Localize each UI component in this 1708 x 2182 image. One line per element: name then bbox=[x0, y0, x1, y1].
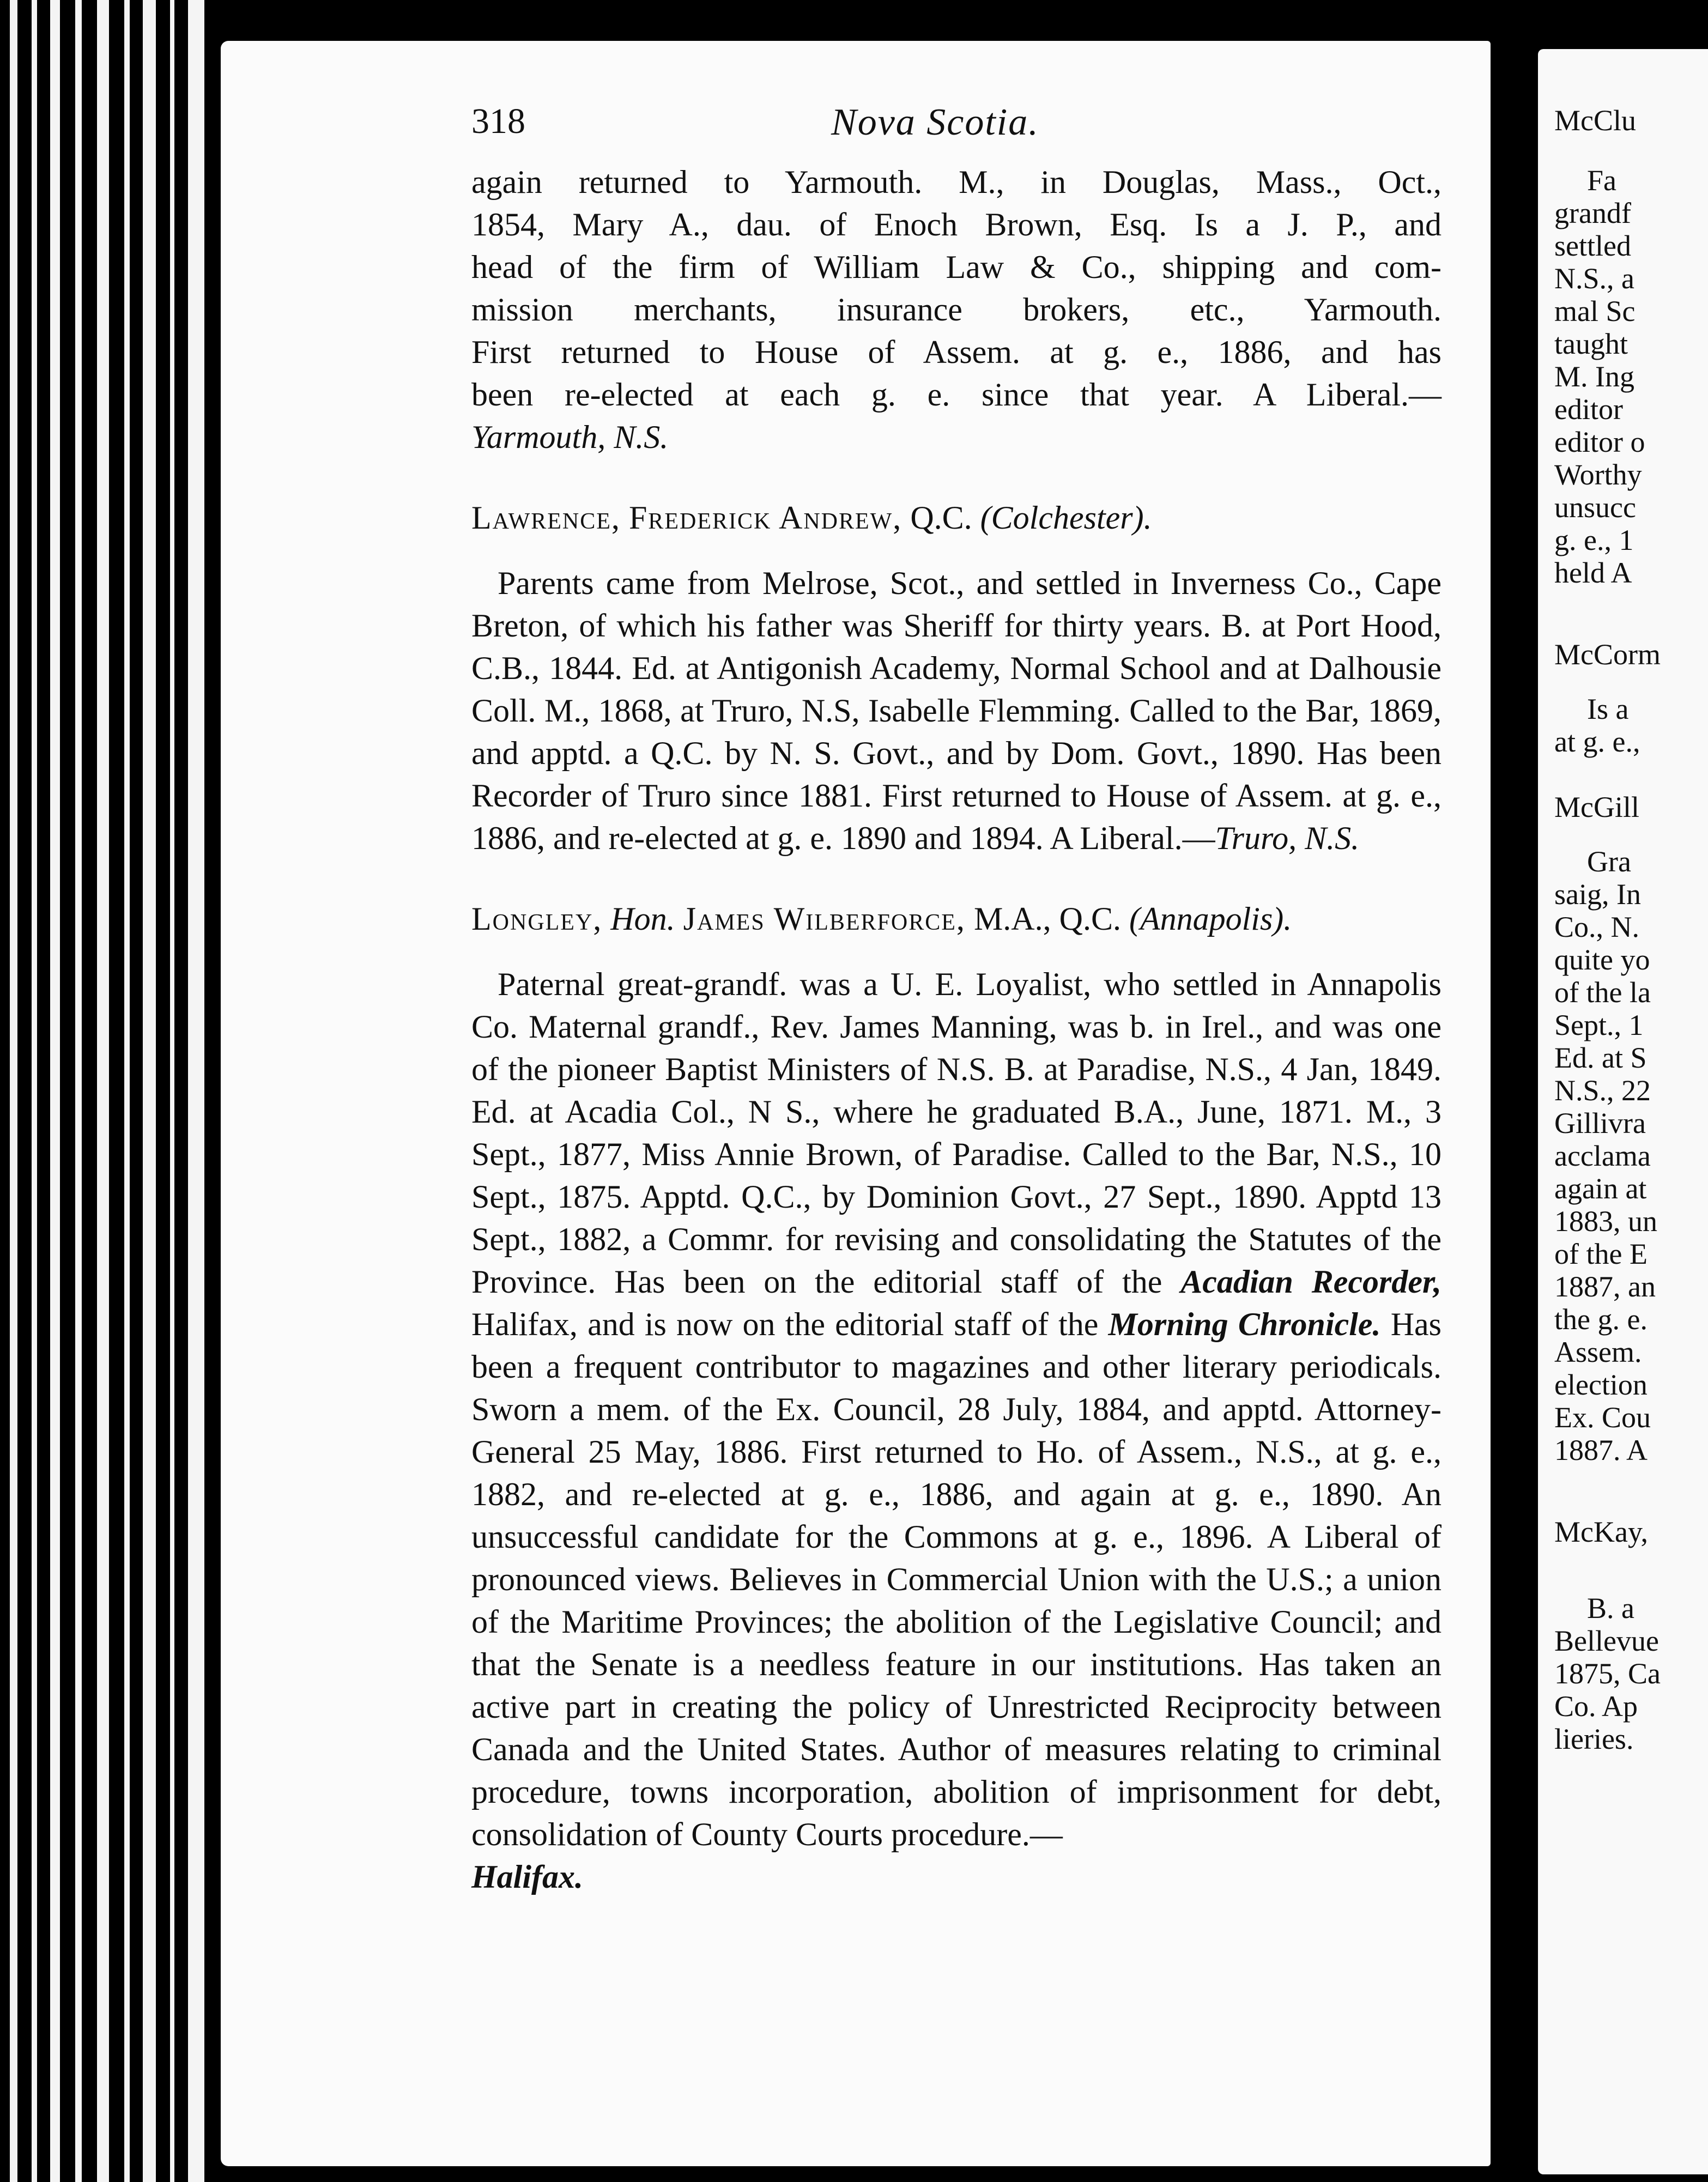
left-page bbox=[221, 41, 1491, 2166]
right-page-line: the g. e. bbox=[1554, 1303, 1648, 1336]
right-page-line: unsucc bbox=[1554, 491, 1636, 524]
entry-address: Truro, N.S. bbox=[1215, 820, 1360, 856]
right-page-line: McGill bbox=[1554, 791, 1639, 823]
entry-lawrence bbox=[471, 496, 1441, 859]
right-page-line: election bbox=[1554, 1368, 1648, 1401]
right-page-line: Bellevue bbox=[1554, 1625, 1659, 1657]
entry-continuation bbox=[471, 161, 1441, 458]
right-page-line: again at bbox=[1554, 1172, 1647, 1205]
right-page-line: N.S., a bbox=[1554, 262, 1634, 295]
right-page-line: 1883, un bbox=[1554, 1205, 1657, 1238]
right-page-line: acclama bbox=[1554, 1140, 1651, 1172]
right-page-line: Co., N. bbox=[1554, 911, 1640, 943]
right-page-line: M. Ing bbox=[1554, 360, 1634, 393]
continuation-line: again returned to Yarmouth. M., in Douglas, Mass., Oct., bbox=[471, 164, 1441, 200]
right-page-line: Gra bbox=[1587, 845, 1631, 878]
page-header bbox=[471, 101, 1441, 161]
page-content bbox=[471, 101, 1441, 1898]
continuation-line: First returned to House of Assem. at g. e., 1886, and has bbox=[471, 334, 1441, 370]
book-spine-edge bbox=[0, 0, 223, 2182]
right-page-line: Ex. Cou bbox=[1554, 1401, 1651, 1434]
right-page-line: McClu bbox=[1554, 104, 1637, 137]
entry-text: Paternal great-grandf. was a U. E. Loyalist, who settled in Annapolis Co. Maternal grandf., Rev. James Manning, was b. in Irel., and was one of the pioneer Baptist Ministers of N.S. B. at Paradise, N.S., 4 Jan, 1849. Ed. at Acadia Col., N S., where he graduated B.A., June, 1871. M., 3 Sept., 1877, Miss Annie Brown, of Paradise. Called to the Bar, N.S., 10 Sept., 1875. Apptd. Q.C., by Dominion Govt., 27 Sept., 1890. Apptd 13 Sept., 1882, a Commr. for revising and consolidating the Statutes of the Province. Has been on the editorial staff of the Acadian Recorder, Halifax, and is now on the editorial staff of the Morning Chronicle. Has been a frequent contributor to magazines and other literary periodicals. Sworn a mem. of the Ex. Council, 28 July, 1884, and apptd. Attorney-General 25 May, 1886. First returned to Ho. of Assem., N.S., at g. e., 1882, and re-elected at g. e., 1886, and again at g. e., 1890. An unsuccessful candidate for the Commons at g. e., 1896. A Liberal of pronounced views. Believes in Commercial Union with the U.S.; a union of the Maritime Provinces; the abolition of the Legislative Council; and that the Senate is a needless feature in our institutions. Has taken an active part in creating the policy of Unrestricted Reciprocity between Canada and the United States. Author of measures relating to criminal procedure, towns incorporation, abolition of imprisonment for debt, consolidation of County Courts procedure.— bbox=[471, 966, 1442, 1852]
right-page-line: quite yo bbox=[1554, 943, 1650, 976]
entry-longley bbox=[471, 898, 1441, 1898]
continuation-line: 1854, Mary A., dau. of Enoch Brown, Esq. Is a J. P., and bbox=[471, 207, 1441, 243]
continuation-line: mission merchants, insurance brokers, etc., Yarmouth. bbox=[471, 292, 1441, 328]
entry-text: Parents came from Melrose, Scot., and settled in Inverness Co., Cape Breton, of which his father was Sheriff for thirty years. B. at Port Hood, C.B., 1844. Ed. at Antigonish Academy, Normal School and at Dalhousie Coll. M., 1868, at Truro, N.S, Isabelle Flemming. Called to the Bar, 1869, and apptd. a Q.C. by N. S. Govt., and by Dom. Govt., 1890. Has been Recorder of Truro since 1881. First returned to House of Assem. at g. e., 1886, and re-elected at g. e. 1890 and 1894. A Liberal.—Truro, N.S. bbox=[471, 565, 1441, 856]
right-page-line: Co. Ap bbox=[1554, 1690, 1638, 1723]
right-page-line: Is a bbox=[1587, 693, 1629, 725]
right-page-line: taught bbox=[1554, 328, 1628, 360]
right-page-line: Fa bbox=[1587, 164, 1616, 197]
right-page-line: g. e., 1 bbox=[1554, 524, 1634, 556]
right-page-line: N.S., 22 bbox=[1554, 1074, 1651, 1107]
right-page-line: Worthy bbox=[1554, 458, 1642, 491]
right-page-line: Assem. bbox=[1554, 1336, 1642, 1368]
continuation-line: been re-elected at each g. e. since that year. A Liberal.— bbox=[471, 377, 1441, 413]
right-page-line: B. a bbox=[1587, 1592, 1634, 1625]
right-page-line: editor bbox=[1554, 393, 1623, 426]
right-page-line: McKay, bbox=[1554, 1516, 1648, 1548]
right-page-line: at g. e., bbox=[1554, 725, 1640, 758]
right-page-line: Sept., 1 bbox=[1554, 1009, 1644, 1041]
right-page-line: saig, In bbox=[1554, 878, 1641, 911]
continuation-address: Yarmouth, N.S. bbox=[471, 419, 669, 455]
right-page-line: editor o bbox=[1554, 426, 1645, 458]
right-page-line: 1887. A bbox=[1554, 1434, 1648, 1466]
right-page-line: of the E bbox=[1554, 1238, 1648, 1270]
page-gutter bbox=[1491, 0, 1538, 2182]
right-page-line: 1887, an bbox=[1554, 1270, 1656, 1303]
entry-heading: Lawrence, Frederick Andrew, Q.C. (Colchester). bbox=[471, 500, 1152, 536]
right-page-line: held A bbox=[1554, 556, 1632, 589]
entry-address: Halifax. bbox=[471, 1859, 583, 1895]
page-number: 318 bbox=[471, 101, 525, 141]
right-page-line: lieries. bbox=[1554, 1723, 1634, 1755]
right-page-line: mal Sc bbox=[1554, 295, 1636, 328]
right-page-line: grandf bbox=[1554, 197, 1631, 229]
continuation-text bbox=[471, 161, 1441, 416]
right-page-line: of the la bbox=[1554, 976, 1651, 1009]
continuation-line: head of the firm of William Law & Co., shipping and com- bbox=[471, 249, 1441, 285]
right-page-line: McCorm bbox=[1554, 638, 1661, 671]
entry-heading: Longley, Hon. James Wilberforce, M.A., Q.C. (Annapolis). bbox=[471, 901, 1292, 937]
right-page-line: Gillivra bbox=[1554, 1107, 1646, 1140]
right-page-line: 1875, Ca bbox=[1554, 1657, 1661, 1690]
right-page-line: Ed. at S bbox=[1554, 1041, 1647, 1074]
running-title: Nova Scotia. bbox=[831, 101, 1039, 143]
right-page-line: settled bbox=[1554, 229, 1631, 262]
right-page-fragment bbox=[1538, 49, 1708, 2174]
